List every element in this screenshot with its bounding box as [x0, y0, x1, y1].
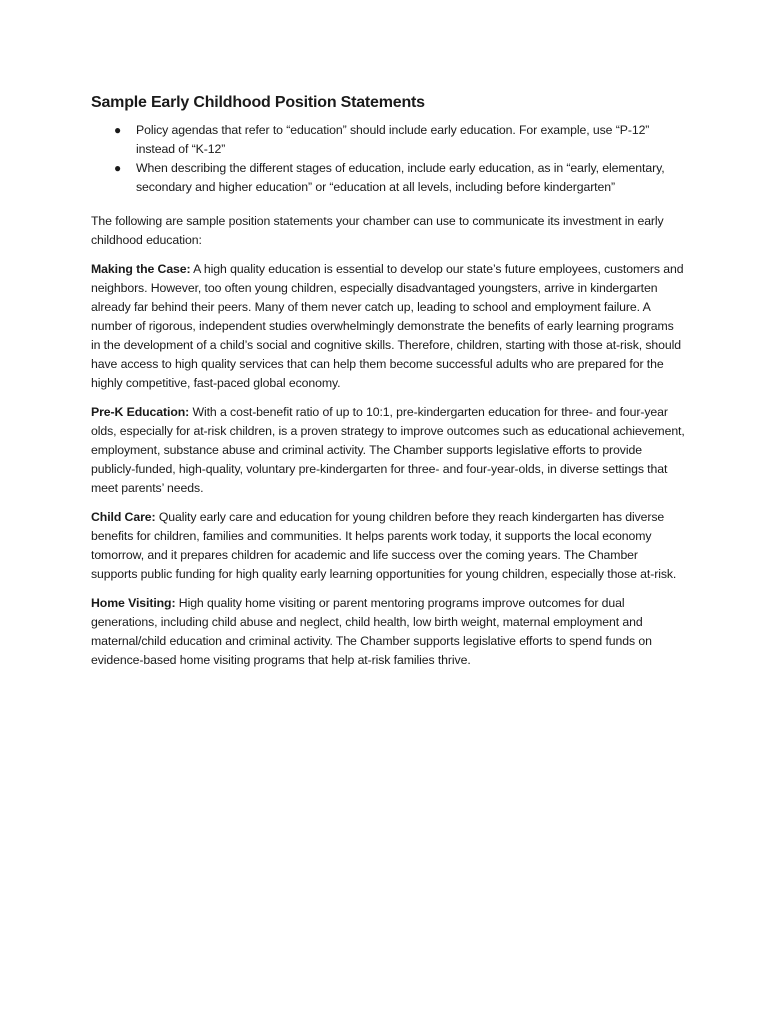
section-body: With a cost-benefit ratio of up to 10:1, pre-kindergarten education for three- and four-year olds, especially for at-risk children, is a proven strategy to improve outcomes such as educational achievement, employment, substance abuse and criminal activity. The Chamber supports legislative efforts to provide publicly-funded, high-quality, voluntary pre-kindergarten for three- and four-year-olds, in diverse settings that meet parents’ needs. — [91, 405, 685, 495]
section-body: A high quality education is essential to develop our state’s future employees, customers and neighbors. However, too often young children, especially disadvantaged youngsters, arrive in kindergarten already far behind their peers. Many of them never catch up, leading to school and employment failure. A number of rigorous, independent studies overwhelmingly demonstrate the benefits of early learning programs in the development of a child’s social and cognitive skills. Therefore, children, starting with those at-risk, should have access to high quality services that can help them become successful adults who are prepared for the highly competitive, fast-paced global economy. — [91, 262, 684, 390]
section-heading: Home Visiting: — [91, 596, 176, 610]
bullet-icon: ● — [114, 161, 122, 175]
bullet-text: When describing the different stages of education, include early education, as in “early, elementary, secondary and higher education” or “education at all levels, including before kindergarten” — [136, 161, 665, 194]
bullet-icon: ● — [114, 123, 122, 137]
section-heading: Child Care: — [91, 510, 156, 524]
bullet-text: Policy agendas that refer to “education” should include early education. For example, use “P-12” instead of “K-12” — [136, 123, 650, 156]
document-title: Sample Early Childhood Position Statements — [91, 94, 425, 111]
intro-paragraph: The following are sample position statements your chamber can use to communicate its investment in early childhood education: — [91, 214, 664, 247]
section-child-care — [91, 508, 686, 584]
list-item — [114, 159, 686, 197]
bullet-list — [91, 121, 686, 197]
section-heading: Making the Case: — [91, 262, 191, 276]
section-heading: Pre-K Education: — [91, 405, 190, 419]
list-item — [114, 121, 686, 159]
section-making-the-case — [91, 260, 686, 393]
section-body: Quality early care and education for young children before they reach kindergarten has diverse benefits for children, families and communities. It helps parents work today, it supports the local economy tomorrow, and it prepares children for academic and life success over the coming years. The Chamber supports public funding for high quality early learning opportunities for young children, especially those at-risk. — [91, 510, 677, 581]
section-pre-k-education — [91, 403, 686, 498]
document-page — [91, 94, 686, 680]
section-body: High quality home visiting or parent mentoring programs improve outcomes for dual generations, including child abuse and neglect, child health, low birth weight, maternal employment and maternal/child education and criminal activity. The Chamber supports legislative efforts to spend funds on evidence-based home visiting programs that help at-risk families thrive. — [91, 596, 652, 667]
section-home-visiting — [91, 594, 686, 670]
